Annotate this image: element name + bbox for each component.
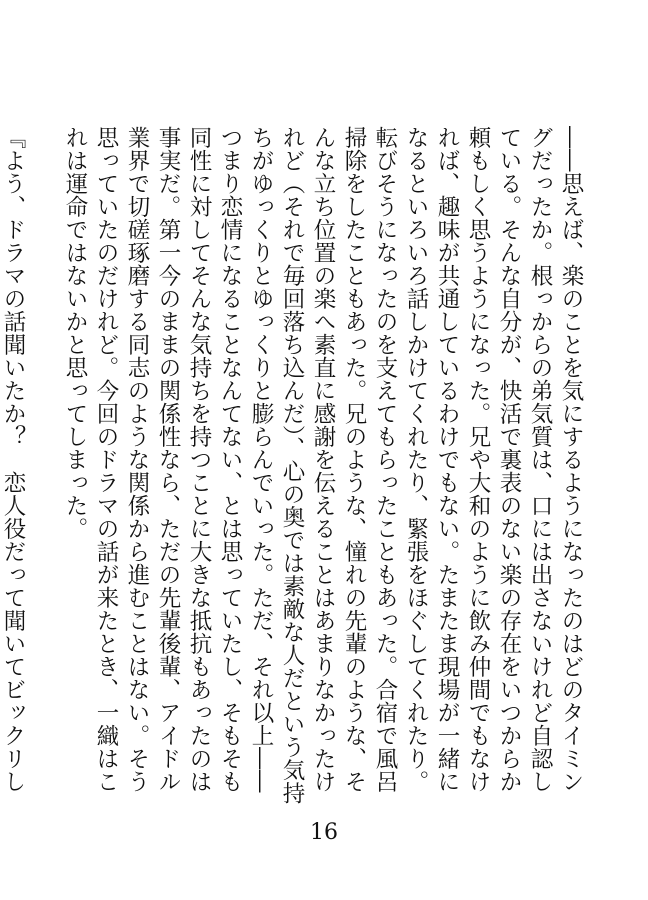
paragraph-1: ――思えば、楽のことを気にするようになったのはどのタイミングだったか。根っからの弟気質は、口には出さないけれど自認している。そんな自分が、快活で裏表のない楽の存在をいつからか頼もしく思うようになった。兄や大和のように飲み仲間でもなければ、趣味が共通しているわけでもない。たまたま現場が一緒になるといろいろ話しかけてくれたり、緊張をほぐしてくれたり。転びそうになったのを支えてもらったこともあった。合宿で風呂掃除をしたこともあった。兄のような、憧れの先輩のような、そんな立ち位置の楽へ素直に感謝を伝えることはあまりなかったけれど（それで毎回落ち込んだ）、心の奥では素敵な人だという気持ちがゆっくりとゆっくりと膨らんでいった。ただ、それ以上――つまり恋情になることなんてない、とは思っていたし、そもそも同性に対してそんな気持ちを持つことに大きな抵抗もあったのは事実だ。第一今のままの関係性なら、ただの先輩後輩、アイドル業界で切磋琢磨する同志のような関係から進むことはない。そう思っていたのだけれど。今回のドラマの話が来たとき、一織はこれは運命ではないかと思ってしまった。 — [62, 126, 584, 805]
vertical-text-body — [0, 126, 586, 806]
page-number: 16 — [310, 820, 338, 845]
paragraph-2: 『よう、ドラマの話聞いたか？ 恋人役だって聞いてビックリし — [0, 126, 26, 793]
